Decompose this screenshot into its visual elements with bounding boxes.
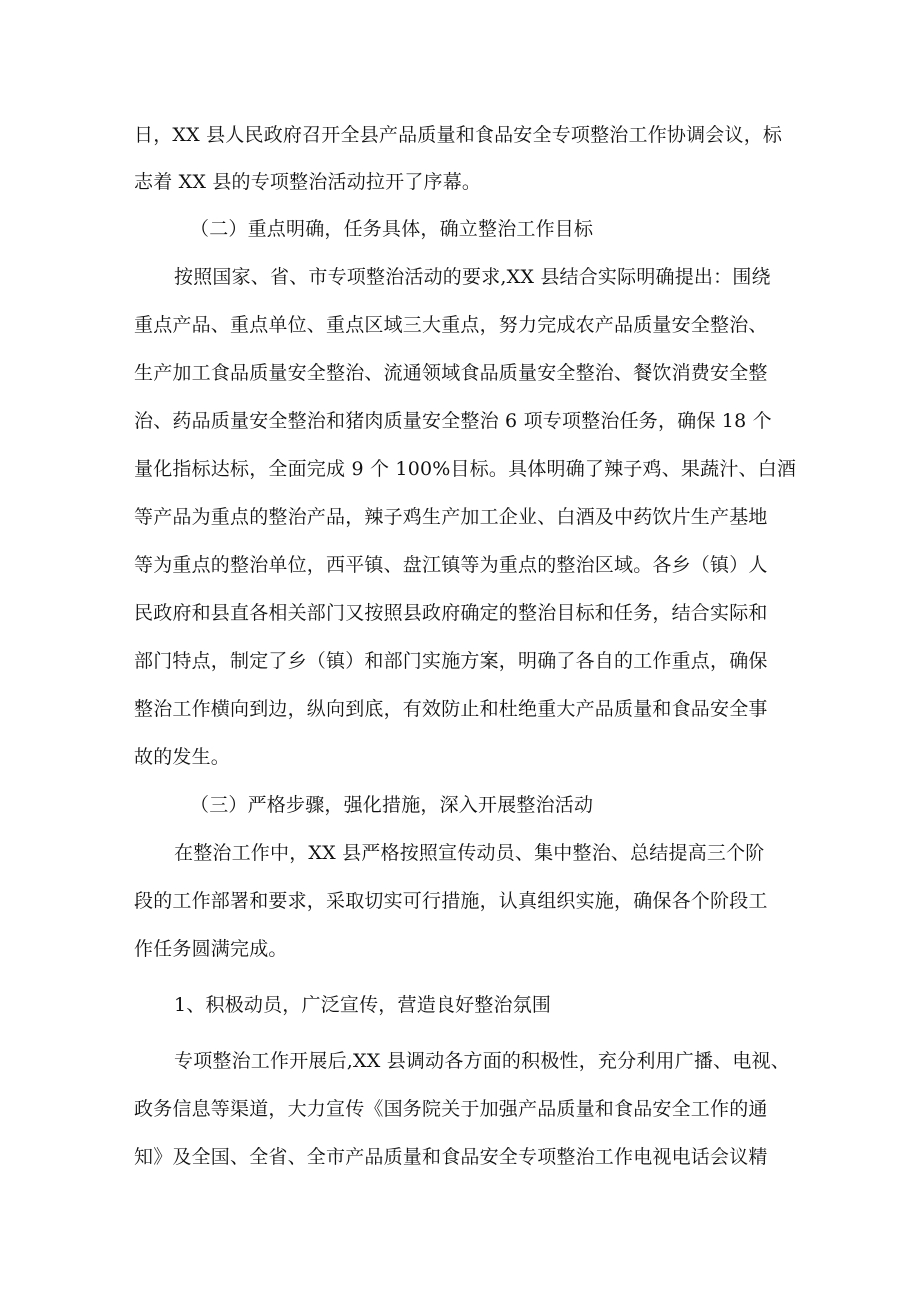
paragraph-line: 在整治工作中，XX 县严格按照宣传动员、集中整治、总结提高三个阶	[174, 842, 765, 864]
paragraph-line: 部门特点，制定了乡（镇）和部门实施方案，明确了各自的工作重点，确保	[134, 650, 768, 672]
paragraph-line: 生产加工食品质量安全整治、流通领域食品质量安全整治、餐饮消费安全整	[134, 362, 768, 384]
paragraph-line: 按照国家、省、市专项整治活动的要求,XX 县结合实际明确提出：围绕	[174, 266, 771, 288]
paragraph-line: 段的工作部署和要求，采取切实可行措施，认真组织实施，确保各个阶段工	[134, 890, 768, 912]
paragraph-line: 知》及全国、全省、全市产品质量和食品安全专项整治工作电视电话会议精	[134, 1146, 768, 1168]
paragraph-line: 故的发生。	[134, 746, 231, 768]
paragraph-line: 量化指标达标，全面完成 9 个 100%目标。具体明确了辣子鸡、果蔬汁、白酒	[134, 458, 797, 480]
paragraph-line: 整治工作横向到边，纵向到底，有效防止和杜绝重大产品质量和食品安全事	[134, 698, 768, 720]
subsection-heading: 1、积极动员，广泛宣传，营造良好整治氛围	[174, 994, 552, 1016]
paragraph-line: 志着 XX 县的专项整治活动拉开了序幕。	[134, 171, 482, 193]
section-heading: （三）严格步骤，强化措施，深入开展整治活动	[190, 794, 594, 816]
paragraph-line: 民政府和县直各相关部门又按照县政府确定的整治目标和任务，结合实际和	[134, 602, 768, 624]
paragraph-line: 重点产品、重点单位、重点区域三大重点，努力完成农产品质量安全整治、	[134, 314, 768, 336]
paragraph-line: 等产品为重点的整治产品，辣子鸡生产加工企业、白酒及中药饮片生产基地	[134, 506, 768, 528]
paragraph-line: 专项整治工作开展后,XX 县调动各方面的积极性，充分利用广播、电视、	[174, 1050, 790, 1072]
paragraph-line: 治、药品质量安全整治和猪肉质量安全整治 6 项专项整治任务，确保 18 个	[134, 410, 772, 432]
paragraph-line: 作任务圆满完成。	[134, 938, 288, 960]
paragraph-line: 日，XX 县人民政府召开全县产品质量和食品安全专项整治工作协调会议，标	[134, 124, 783, 146]
paragraph-line: 政务信息等渠道，大力宣传《国务院关于加强产品质量和食品安全工作的通	[134, 1098, 768, 1120]
section-heading: （二）重点明确，任务具体，确立整治工作目标	[190, 218, 594, 240]
paragraph-line: 等为重点的整治单位，西平镇、盘江镇等为重点的整治区域。各乡（镇）人	[134, 554, 768, 576]
